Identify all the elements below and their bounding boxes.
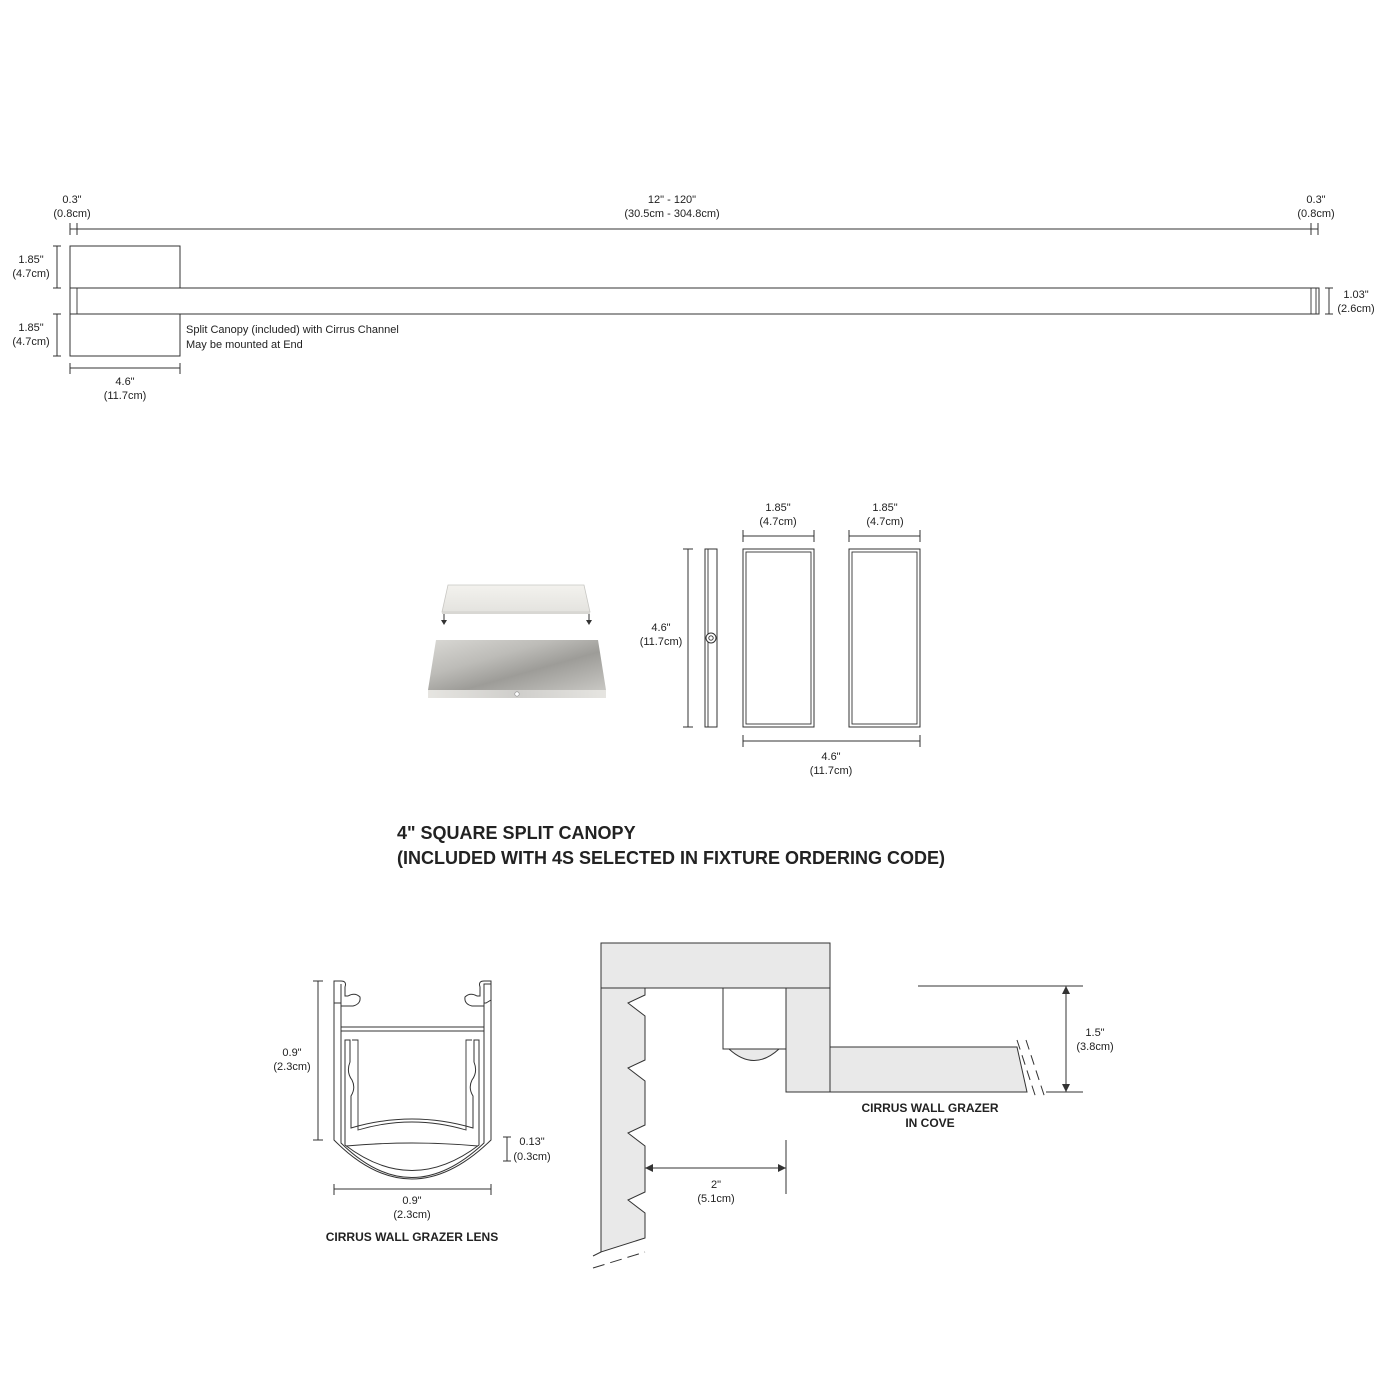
length-cm: (30.5cm - 304.8cm) (624, 208, 720, 220)
cove-offset-in: 2" (710, 1179, 722, 1191)
canopy-top-cm: (4.7cm) (12, 268, 50, 280)
canopy-title-line2: (INCLUDED WITH 4S SELECTED IN FIXTURE ORDERING CODE) (397, 848, 946, 868)
wall (601, 988, 645, 1252)
channel-body (70, 288, 1319, 314)
canopy-bottom-cm: (4.7cm) (12, 336, 50, 348)
cove-height-cm: (3.8cm) (1076, 1041, 1114, 1053)
length-dimension (70, 223, 1318, 235)
canopy-total-cm: (11.7cm) (809, 765, 853, 777)
canopy-top-in: 1.85" (18, 254, 44, 266)
lens-height-in: 0.9" (282, 1047, 302, 1059)
length-in: 12" - 120" (647, 194, 697, 206)
channel-height-in: 1.03" (1343, 289, 1369, 301)
ceiling-slab (601, 943, 830, 988)
lens-depth-in: 0.13" (519, 1136, 545, 1148)
lens-depth-cm: (0.3cm) (513, 1151, 551, 1163)
half2-width-cm: (4.7cm) (866, 516, 904, 528)
canopy-top-block (70, 246, 180, 288)
canopy-height-in: 4.6" (651, 622, 671, 634)
lens-height-cm: (2.3cm) (273, 1061, 311, 1073)
split-canopy-views (397, 502, 945, 868)
cove-caption-line1: CIRRUS WALL GRAZER (861, 1101, 999, 1115)
channel-elevation (12, 194, 1374, 402)
cove-offset-cm: (5.1cm) (697, 1193, 735, 1205)
half1-width-in: 1.85" (765, 502, 791, 514)
canopy-note-line1: Split Canopy (included) with Cirrus Channel (186, 324, 399, 336)
fixture-lens (729, 1049, 779, 1061)
canopy-half-left (743, 549, 814, 727)
canopy-half-dimensions (743, 530, 920, 542)
canopy-height-dimension (53, 246, 61, 356)
lens-caption: CIRRUS WALL GRAZER LENS (325, 1230, 499, 1244)
canopy-total-dimension (743, 735, 920, 747)
left-end-cm: (0.8cm) (53, 208, 91, 220)
channel-profile-left-lip (334, 981, 360, 1006)
canopy-height-cm: (11.7cm) (639, 636, 683, 648)
canopy-width-in: 4.6" (115, 376, 135, 388)
cove-caption-line2: IN COVE (905, 1116, 955, 1130)
canopy-width-dimension (70, 363, 180, 374)
channel-height-cm: (2.6cm) (1337, 303, 1375, 315)
left-end-in: 0.3" (62, 194, 82, 206)
canopy-side-view (683, 549, 717, 727)
canopy-render (428, 585, 606, 698)
lens-profile (313, 981, 511, 1195)
cove-fascia (786, 988, 830, 1092)
canopy-total-in: 4.6" (821, 751, 841, 763)
canopy-half-right (849, 549, 920, 727)
canopy-title-line1: 4" SQUARE SPLIT CANOPY (397, 823, 636, 843)
cove-height-in: 1.5" (1085, 1027, 1105, 1039)
channel-profile-right-lip (341, 981, 491, 1178)
canopy-note-line2: May be mounted at End (186, 339, 303, 351)
right-end-cm: (0.8cm) (1297, 208, 1335, 220)
half1-width-cm: (4.7cm) (759, 516, 797, 528)
canopy-bottom-block (70, 314, 180, 356)
cove-section (593, 943, 1083, 1268)
cove-shelf (830, 1047, 1027, 1092)
canopy-bottom-in: 1.85" (18, 322, 44, 334)
half2-width-in: 1.85" (872, 502, 898, 514)
canopy-width-cm: (11.7cm) (103, 390, 147, 402)
lens-width-in: 0.9" (402, 1195, 422, 1207)
lens-width-cm: (2.3cm) (393, 1209, 431, 1221)
channel-height-dimension (1325, 288, 1333, 314)
right-end-in: 0.3" (1306, 194, 1326, 206)
fixture-body (723, 988, 786, 1049)
